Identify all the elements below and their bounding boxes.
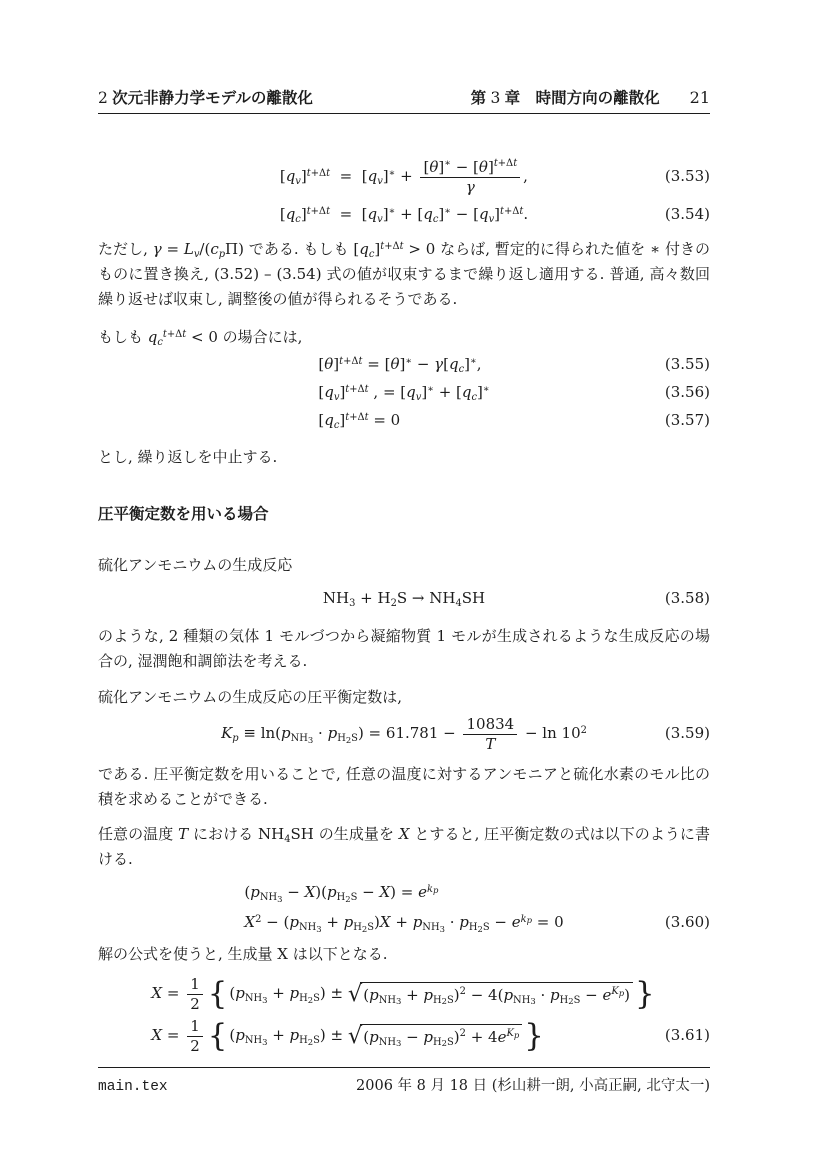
equation-number-3-59: (3.59) [664,724,710,742]
equation-group-353-354 [98,153,710,229]
equation-number-3-60: (3.60) [664,913,710,931]
equation-group-360 [98,877,710,937]
page-header [98,86,710,114]
footer-date-authors: 2006 年 8 月 18 日 (杉山耕一朗, 小高正嗣, 北守太一) [356,1078,710,1094]
equation-group-355-357 [98,350,710,434]
equation-number-3-56: (3.56) [664,383,710,401]
equation-3-56: $[q_v]^{t+\Delta t}$ , = $[q_v]^∗ + [q_c]^∗$ [318,383,490,403]
chapter-title: 第 3 章 時間方向の離散化 [470,89,660,107]
equation-3-57: $[q_c]^{t+\Delta t} = 0$ [318,411,401,431]
equation-3-58: $NH_3 + H_2S \to NH_4SH$ [322,589,486,609]
equation-number-3-61: (3.61) [664,1026,710,1044]
equation-number-3-54: (3.54) [664,205,710,223]
paragraph-8: 任意の温度 T における $NH_4SH$ の生成量を X とすると, 圧平衡定数の式は以下のように書ける. [98,825,710,868]
paragraph-6: 硫化アンモニウムの生成反応の圧平衡定数は, [98,688,403,706]
paragraph-1: ただし, $\gamma = L_v/(c_p\Pi)$ である. もしも $[q_c]^{t+\Delta t} > 0$ ならば, 暫定的に得られた値を ∗ 付きのものに置き換え, (3.52) – (3.54) 式の値が収束するまで繰り返し適用する. 普通, 高々数回繰り返せば収束し, 調整後の値が得られるそうである. [98,240,711,308]
equation-3-55: $[\theta]^{t+\Delta t} = [\theta]^∗ - \gamma[q_c]^∗$, [318,355,482,375]
equation-3-59: $K_p \equiv \ln(p_{NH_3} \cdot p_{H_2S}) = 61.781$ − $\frac{10834}{T}$ − $\ln 10^2$ [221,714,587,753]
footer-filename: main.tex [98,1079,168,1095]
page-number: 21 [689,88,710,107]
equation-group-361 [98,972,710,1056]
equation-3-53: $[q_v]^{t+\Delta t} = [q_v]^∗$ + $\frac{[\theta]^∗ - [\theta]^{t+\Delta t}}{\gamma}$ , [279,157,528,196]
equation-3-60-line1: $(p_{NH_3} - X)(p_{H_2S} - X) = e^{k_p}$ [244,883,439,904]
paragraph-2: もしも $q_c^{t+\Delta t} < 0$ の場合には, [98,328,303,348]
equation-block-358 [98,584,710,612]
equation-3-60-line2: $X^2 - (p_{NH_3} + p_{H_2S})X + p_{NH_3} \cdot p_{H_2S} - e^{k_p} = 0$ [244,913,564,934]
page-footer [98,1067,710,1095]
equation-number-3-58: (3.58) [664,589,710,607]
section-heading: 圧平衡定数を用いる場合 [98,506,269,523]
paragraph-4: 硫化アンモニウムの生成反応 [98,556,293,574]
equation-number-3-55: (3.55) [664,355,710,373]
running-head-left: 2 次元非静力学モデルの離散化 [98,89,313,107]
equation-3-54: $[q_c]^{t+\Delta t} = [q_v]^∗ + [q_c]^∗ - [q_v]^{t+\Delta t}$. [279,205,529,225]
running-head-right [471,86,710,108]
equation-number-3-53: (3.53) [664,167,710,185]
paragraph-5: のような, 2 種類の気体 1 モルづつから凝縮物質 1 モルが生成されるような生成反応の場合の, 湿潤飽和調節法を考える. [98,627,710,670]
equation-number-3-57: (3.57) [664,411,710,429]
equation-block-359 [98,710,710,756]
equation-3-61-line2: X = $\frac{1}{2}$ { $(p_{NH_3} + p_{H_2S}) \pm √(p_{NH_3} - p_{H_2S})^2 + 4e^{K_p}$ } [151,1016,544,1055]
paragraph-9: 解の公式を使うと, 生成量 X は以下となる. [98,945,388,963]
paragraph-3: とし, 繰り返しを中止する. [98,448,278,466]
paragraph-7: である. 圧平衡定数を用いることで, 任意の温度に対するアンモニアと硫化水素のモル比の積を求めることができる. [98,765,710,808]
equation-3-61-line1: X = $\frac{1}{2}$ { $(p_{NH_3} + p_{H_2S}) \pm √(p_{NH_3} + p_{H_2S})^2 - 4(p_{NH_3} \cdot p_{H_2S} - e^{K_p})$ } [151,974,655,1013]
